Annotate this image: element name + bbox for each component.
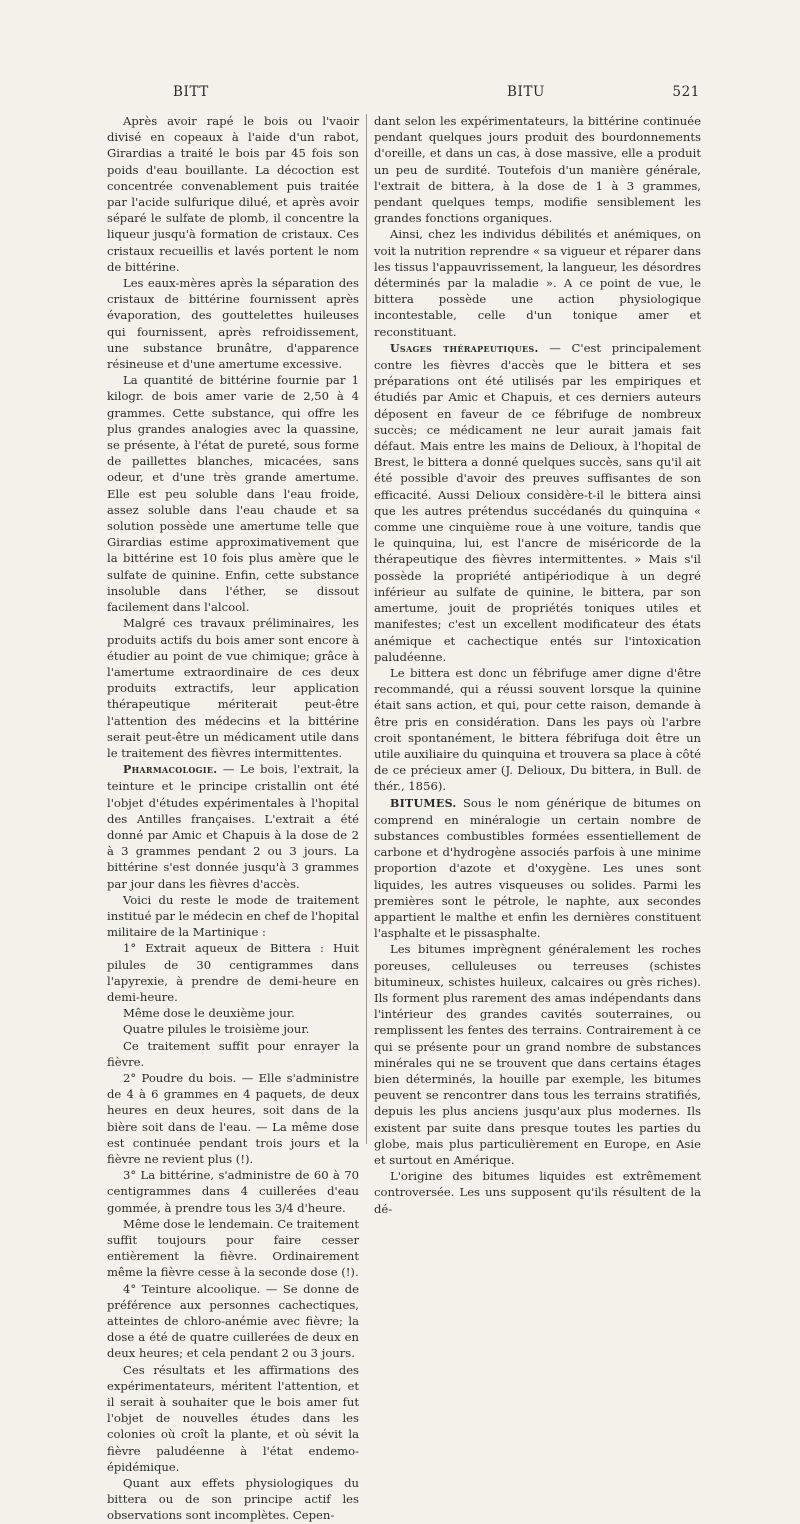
paragraph-text: Ce traitement suffit pour enrayer la fièvre. <box>107 1038 359 1069</box>
paragraph <box>107 1281 359 1362</box>
column-divider <box>366 114 367 1144</box>
paragraph-text: La quantité de bittérine fournie par 1 kilogr. de bois amer varie de 2,50 à 4 grammes. Cette substance, qui offre les plus grandes analogies avec la quassine, se présente, à l'état de pureté, sous forme de paillettes blanches, micacées, sans odeur, et d'une très grande amertume. Elle est peu soluble dans l'eau froide, assez soluble dans l'eau chaude et sa solution possède une amertume telle que Girardias estime approximativement que la bittérine est 10 fois plus amère que le sulfate de quinine. Enfin, cette substance insoluble dans l'éther, se dissout facilement dans l'alcool. <box>107 373 359 615</box>
paragraph-text: — C'est principalement contre les fièvres d'accès que le bittera et ses préparations ont été utilisés par les empiriques et étudiés par Amic et Chapuis, et ces derniers auteurs déposent en faveur de ce fébrifuge de nombreux succès; ce médicament ne leur aurait jamais fait défaut. Mais entre les mains de Delioux, à l'hopital de Brest, le bittera a donné quelques succès, sans qu'il ait été possible d'avoir des preuves suffisantes de son efficacité. Aussi Delioux considère-t-il le bittera ainsi que les autres prétendus succédanés du quinquina « comme une cinquième roue à une voiture, tandis que le quinquina, lui, est l'ancre de miséricorde de la thérapeutique des fièvres intermittentes. » Mais s'il possède la propriété antipériodique à un degré inférieur au sulfate de quinine, le bittera, par son amertume, jouit de propriétés toniques utiles et manifestes; c'est un excellent modificateur des états anémique et cachectique entés sur l'intoxication paludéenne. <box>374 340 701 664</box>
paragraph-text: Les bitumes imprègnent généralement les roches poreuses, celluleuses ou terreuses (schistes bitumineux, schistes huileux, calcaires ou grès riches). Ils forment plus rarement des amas indépendants dans l'intérieur des grandes cavités souterraines, ou remplissent les fentes des terrains. Contrairement à ce qui se présente pour un grand nombre de substances minérales qui ne se trouvent que dans certains étages bien déterminés, la houille par exemple, les bitumes peuvent se rencontrer dans tous les terrains stratifiés, depuis les plus anciens jusqu'aux plus modernes. Ils existent par suite dans presque toutes les parties du globe, mais plus particulièrement en Europe, en Asie et surtout en Amérique. <box>374 942 701 1167</box>
paragraph-text: Quatre pilules le troisième jour. <box>123 1022 310 1037</box>
paragraph <box>107 615 359 761</box>
paragraph-text: 1° Extrait aqueux de Bittera : Huit pilules de 30 centigrammes dans l'apyrexie, à prendre de demi-heure en demi-heure. <box>107 941 359 1004</box>
left-column <box>107 113 359 1524</box>
section-lead: BITUMES. <box>390 796 457 810</box>
paragraph <box>107 1362 359 1475</box>
paragraph <box>107 372 359 615</box>
paragraph <box>374 795 701 942</box>
paragraph <box>107 761 359 892</box>
paragraph <box>107 275 359 372</box>
section-lead: Pharmacologie. <box>123 763 218 777</box>
paragraph <box>107 1216 359 1281</box>
paragraph-text: 2° Poudre du bois. — Elle s'administre de 4 à 6 grammes en 4 paquets, de deux heures en deux heures, soit dans de la bière soit dans de l'eau. — La même dose est continuée pendant trois jours et la fièvre ne revient plus (!). <box>107 1070 359 1166</box>
paragraph-text: Les eaux-mères après la séparation des cristaux de bittérine fournissent après évaporation, des gouttelettes huileuses qui fournissent, après refroidissement, une substance brunâtre, d'apparence résineuse et d'une amertume excessive. <box>107 276 359 372</box>
paragraph <box>374 340 701 665</box>
paragraph <box>374 665 701 795</box>
paragraph <box>374 226 701 339</box>
paragraph-text: Quant aux effets physiologiques du bittera ou de son principe actif les observations sont incomplètes. Cepen- <box>107 1476 359 1523</box>
paragraph <box>107 1475 359 1524</box>
paragraph-text: Voici du reste le mode de traitement institué par le médecin en chef de l'hopital militaire de la Martinique : <box>107 892 359 940</box>
paragraph <box>107 1070 359 1167</box>
paragraph <box>107 1005 359 1021</box>
paragraph-text: Même dose le lendemain. Ce traitement suffit toujours pour faire cesser entièrement la fièvre. Ordinairement même la fièvre cesse à la seconde dose (!). <box>107 1216 359 1280</box>
paragraph-text: 3° La bittérine, s'administre de 60 à 70 centigrammes dans 4 cuillerées d'eau gommée, à prendre tous les 3/4 d'heure. <box>107 1168 359 1215</box>
right-column <box>374 113 701 1217</box>
paragraph <box>107 1038 359 1070</box>
paragraph-text: dant selon les expérimentateurs, la bittérine continuée pendant quelques jours produit des bourdonnements d'oreille, et dans un cas, à dose massive, elle a produit un peu de surdité. Toutefois d'un manière générale, l'extrait de bittera, à la dose de 1 à 3 grammes, pendant quelques temps, modifie sensiblement les grandes fonctions organiques. <box>374 114 701 226</box>
paragraph <box>107 113 359 275</box>
paragraph <box>107 940 359 1005</box>
header-center-keyword: BITU <box>507 84 546 100</box>
paragraph <box>107 892 359 941</box>
paragraph <box>107 1021 359 1037</box>
page-number: 521 <box>672 84 700 100</box>
paragraph-text: 4° Teinture alcoolique. — Se donne de préférence aux personnes cachectiques, atteintes de chloro-anémie avec fièvre; la dose a été de quatre cuillerées de deux en deux heures; et cela pendant 2 ou 3 jours. <box>107 1281 359 1361</box>
section-lead: Usages thérapeutiques. <box>390 341 539 355</box>
running-header <box>140 84 700 104</box>
paragraph <box>374 113 701 226</box>
paragraph-text: — Le bois, l'extrait, la teinture et le principe cristallin ont été l'objet d'études expérimentales à l'hopital des Antilles françaises. L'extrait a été donné par Amic et Chapuis à la dose de 2 à 3 grammes pendant 2 ou 3 jours. La bittérine s'est donnée jusqu'à 3 grammes par jour dans les fièvres d'accès. <box>107 762 359 891</box>
paragraph <box>374 941 701 1168</box>
paragraph-text: Malgré ces travaux préliminaires, les produits actifs du bois amer sont encore à étudier au point de vue chimique; grâce à l'amertume extraordinaire de ces deux produits extractifs, leur application thérapeutique mériterait peut-être l'attention des médecins et la bittérine serait peut-être un médicament utile dans le traitement des fièvres intermittentes. <box>107 616 359 760</box>
paragraph <box>374 1168 701 1217</box>
paragraph-text: Même dose le deuxième jour. <box>123 1006 295 1021</box>
header-left-keyword: BITT <box>173 84 209 100</box>
paragraph-text: L'origine des bitumes liquides est extrêmement controversée. Les uns supposent qu'ils résultent de la dé- <box>374 1169 701 1216</box>
paragraph <box>107 1167 359 1216</box>
paragraph-text: Le bittera est donc un fébrifuge amer digne d'être recommandé, qui a réussi souvent lorsque la quinine était sans action, et qui, pour cette raison, demande à être pris en considération. Dans les pays où l'arbre croit spontanément, le bittera fébrifuga doit être un utile auxiliaire du quinquina et trouvera sa place à côté de ce précieux amer (J. Delioux, Du bittera, in Bull. de thér., 1856). <box>374 665 701 794</box>
paragraph-text: Après avoir rapé le bois ou l'vaoir divisé en copeaux à l'aide d'un rabot, Girardias a traité le bois par 45 fois son poids d'eau bouillante. La décoction est concentrée convenablement puis traitée par l'acide sulfurique dilué, et après avoir séparé le sulfate de plomb, il concentre la liqueur jusqu'à formation de cristaux. Ces cristaux recueillis et lavés portent le nom de bittérine. <box>107 114 359 274</box>
paragraph-text: Sous le nom générique de bitumes on comprend en minéralogie un certain nombre de substances combustibles formées essentiellement de carbone et d'hydrogène associés parfois à une minime proportion d'azote et d'oxygène. Les unes sont liquides, les autres visqueuses ou solides. Parmi les premières sont le pétrole, le naphte, aux secondes appartient le malthe et enfin les dernières constituent l'asphalte et le pissasphalte. <box>374 795 701 941</box>
paragraph-text: Ces résultats et les affirmations des expérimentateurs, méritent l'attention, et il serait à souhaiter que le bois amer fut l'objet de nouvelles études dans les colonies où croît la plante, et où sévit la fièvre paludéenne à l'état endemo-épidémique. <box>107 1362 359 1474</box>
paragraph-text: Ainsi, chez les individus débilités et anémiques, on voit la nutrition reprendre « sa vigueur et réparer dans les tissus l'appauvrissement, la langueur, les désordres déterminés par la maladie ». A ce point de vue, le bittera possède une action physiologique incontestable, celle d'un tonique amer et reconstituant. <box>374 227 701 339</box>
